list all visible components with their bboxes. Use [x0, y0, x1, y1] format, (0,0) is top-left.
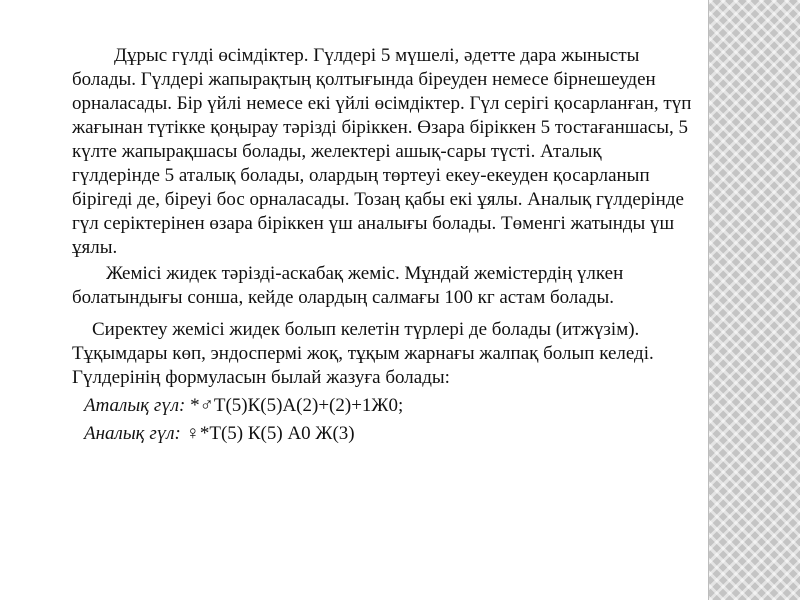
- decorative-side-band: [708, 0, 800, 600]
- formula-male-expression: *♂Т(5)К(5)А(2)+(2)+1Ж0;: [185, 395, 404, 416]
- formula-female-expression: ♀*Т(5) К(5) А0 Ж(3): [180, 423, 355, 444]
- formula-male-flower: [84, 394, 692, 418]
- formula-male-label: Аталық гүл:: [84, 395, 186, 416]
- formula-female-flower: [84, 422, 692, 446]
- paragraph-flower-description: Дұрыс гүлді өсімдіктер. Гүлдері 5 мүшелі, әдетте дара жынысты болады. Гүлдері жапырақтың қолтығында біреуден немесе бірнешеуден орналасады. Бір үйлі немесе екі үйлі өсімдіктер. Гүл серігі қосарланған, түп жағынан түтікке қоңырау тәрізді біріккен. Өзара біріккен 5 тостағаншасы, 5 күлте жапырақшасы болады, желектері ашық-сары түсті. Аталық гүлдерінде 5 аталық болады, олардың төртеуі екеу-екеуден қосарланып бірігеді де, біреуі бос орналасады. Тозаң қабы екі ұялы. Аналық гүлдерінде гүл серіктерінен өзара біріккен үш аналығы болады. Төменгі жатынды үш ұялы.: [72, 45, 692, 258]
- paragraph-formula-intro: Сиректеу жемісі жидек болып келетін түрлері де болады (итжүзім). Тұқымдары көп, эндоспермі жоқ, тұқым жарнағы жалпақ болып келеді. Гүлдерінің формуласын былай жазуға болады:: [72, 319, 654, 388]
- slide-body: [72, 44, 692, 446]
- formula-female-label: Аналық гүл:: [84, 423, 181, 444]
- paragraph-fruit-description: Жемісі жидек тәрізді-аскабақ жеміс. Мұндай жемістердің үлкен болатындығы сонша, кейде олардың салмағы 100 кг астам болады.: [72, 263, 624, 308]
